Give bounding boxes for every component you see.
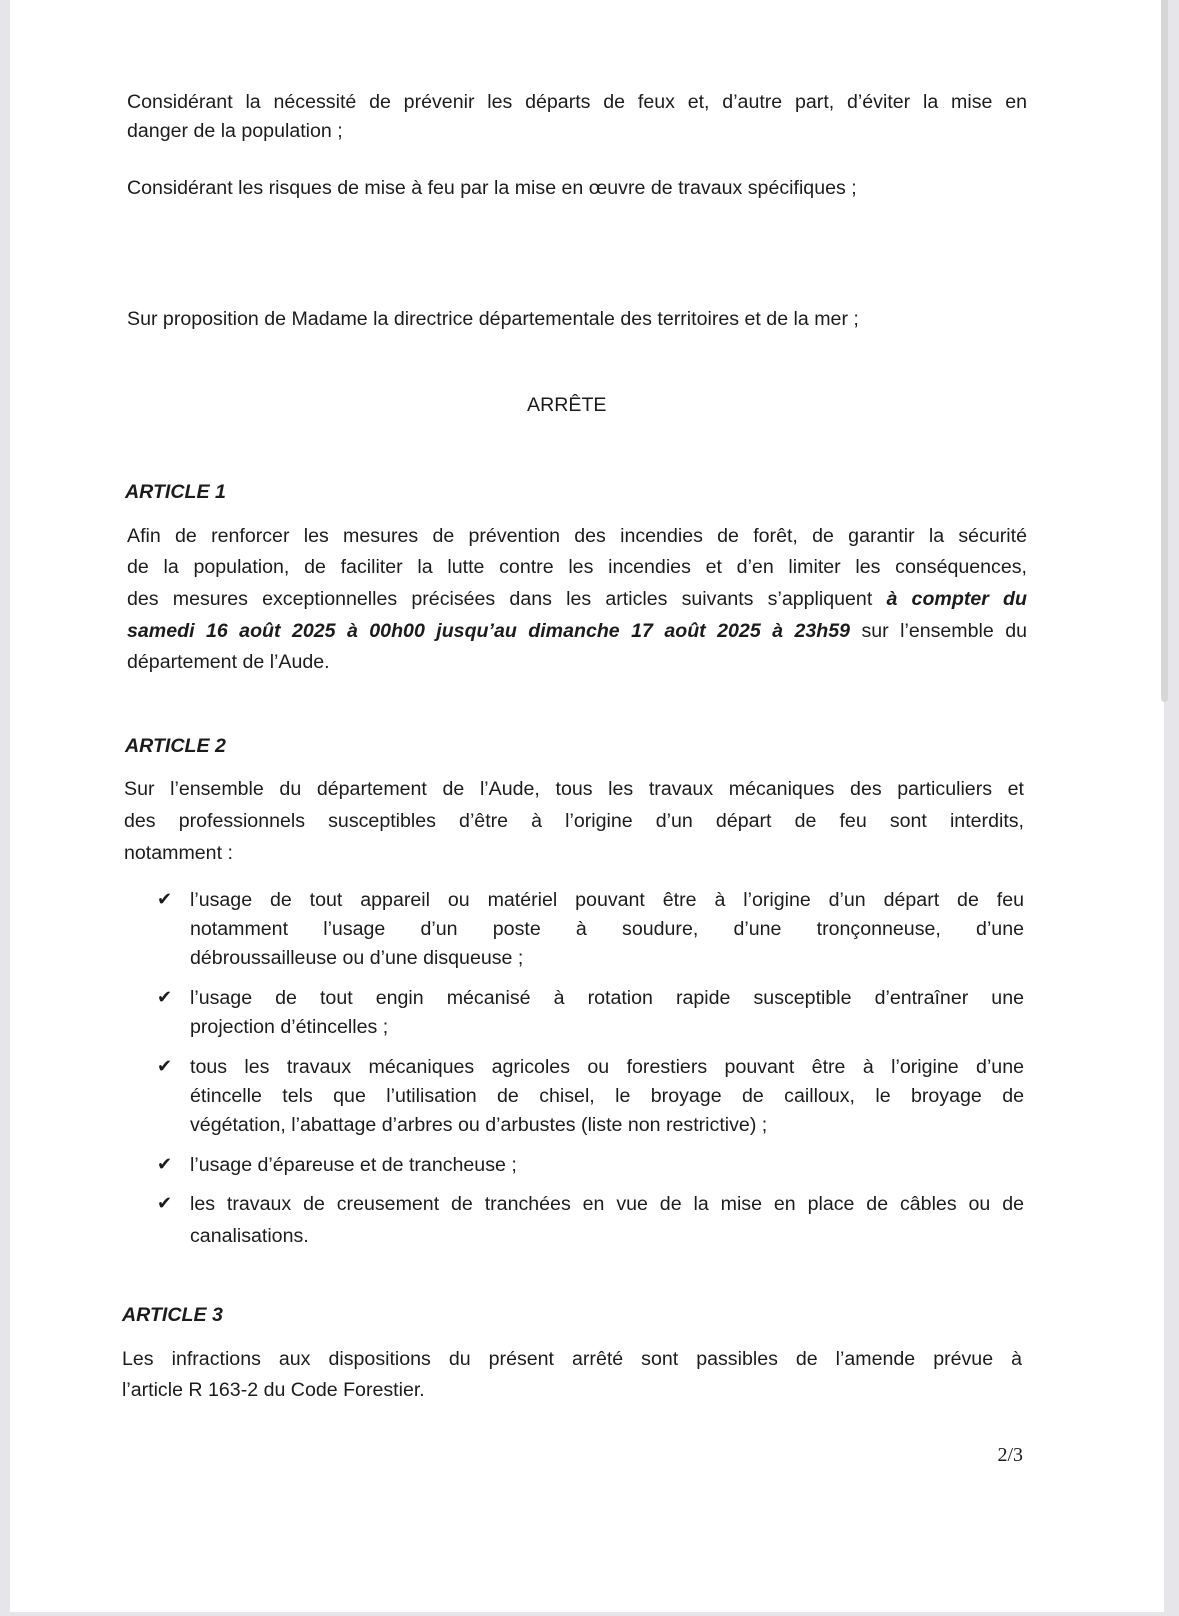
- bullet-line: projection d’étincelles ;: [190, 1016, 389, 1038]
- check-icon: ✔: [157, 1154, 173, 1175]
- bullet-line: végétation, l’abattage d’arbres ou d’arbustes (liste non restrictive) ;: [190, 1114, 768, 1136]
- proposition: Sur proposition de Madame la directrice départementale des territoires et de la mer ;: [127, 308, 859, 330]
- article-1-line: [127, 618, 1027, 644]
- bullet-line: l’usage de tout engin mécanisé à rotation rapide susceptible d’entraîner une: [190, 987, 1024, 1009]
- article-1-text: des mesures exceptionnelles précisées dans les articles suivants s’appliquent: [127, 588, 873, 610]
- arrete-heading: ARRÊTE: [527, 394, 607, 416]
- article-1-title: ARTICLE 1: [125, 481, 226, 503]
- bullet-line: l’usage d’épareuse et de trancheuse ;: [190, 1154, 517, 1176]
- bullet-line: l’usage de tout appareil ou matériel pouvant être à l’origine d’un départ de feu: [190, 889, 1024, 911]
- bullet-line: tous les travaux mécaniques agricoles ou forestiers pouvant être à l’origine d’une: [190, 1056, 1024, 1078]
- article-1-text: sur l’ensemble du: [861, 620, 1027, 642]
- considerant-1-line: Considérant la nécessité de prévenir les départs de feux et, d’autre part, d’éviter la mise en: [127, 91, 1027, 113]
- article-2-line: notamment :: [124, 842, 233, 864]
- article-1-line: de la population, de faciliter la lutte contre les incendies et d’en limiter les conséquences,: [127, 556, 1027, 578]
- check-icon: ✔: [157, 987, 173, 1008]
- article-1-line: Afin de renforcer les mesures de prévention des incendies de forêt, de garantir la sécurité: [127, 525, 1027, 547]
- article-3-line: l’article R 163-2 du Code Forestier.: [122, 1379, 425, 1401]
- article-2-line: des professionnels susceptibles d’être à l’origine d’un départ de feu sont interdits,: [124, 810, 1024, 832]
- article-2-line: Sur l’ensemble du département de l’Aude, tous les travaux mécaniques des particuliers et: [124, 778, 1024, 800]
- article-2-title: ARTICLE 2: [125, 735, 226, 757]
- article-1-date-bold: samedi 16 août 2025 à 00h00 jusqu’au dimanche 17 août 2025 à 23h59: [127, 620, 851, 642]
- article-3-title: ARTICLE 3: [122, 1304, 223, 1326]
- bullet-line: notamment l’usage d’un poste à soudure, d’une tronçonneuse, d’une: [190, 918, 1024, 940]
- article-3-line: Les infractions aux dispositions du présent arrêté sont passibles de l’amende prévue à: [122, 1348, 1022, 1370]
- scrollbar[interactable]: [1161, 0, 1168, 702]
- article-1-line: [127, 586, 1027, 612]
- considerant-1-line: danger de la population ;: [127, 120, 343, 142]
- page-number: 2/3: [997, 1444, 1023, 1466]
- bullet-line: étincelle tels que l’utilisation de chisel, le broyage de cailloux, le broyage de: [190, 1085, 1024, 1107]
- check-icon: ✔: [157, 1193, 173, 1214]
- bullet-line: débroussailleuse ou d’une disqueuse ;: [190, 947, 524, 969]
- bullet-line: les travaux de creusement de tranchées en vue de la mise en place de câbles ou de: [190, 1193, 1024, 1215]
- article-1-line: département de l’Aude.: [127, 651, 330, 673]
- article-1-date-bold: à compter du: [886, 588, 1027, 610]
- bullet-line: canalisations.: [190, 1225, 309, 1247]
- check-icon: ✔: [157, 889, 173, 910]
- considerant-2: Considérant les risques de mise à feu par la mise en œuvre de travaux spécifiques ;: [127, 177, 857, 199]
- check-icon: ✔: [157, 1056, 173, 1077]
